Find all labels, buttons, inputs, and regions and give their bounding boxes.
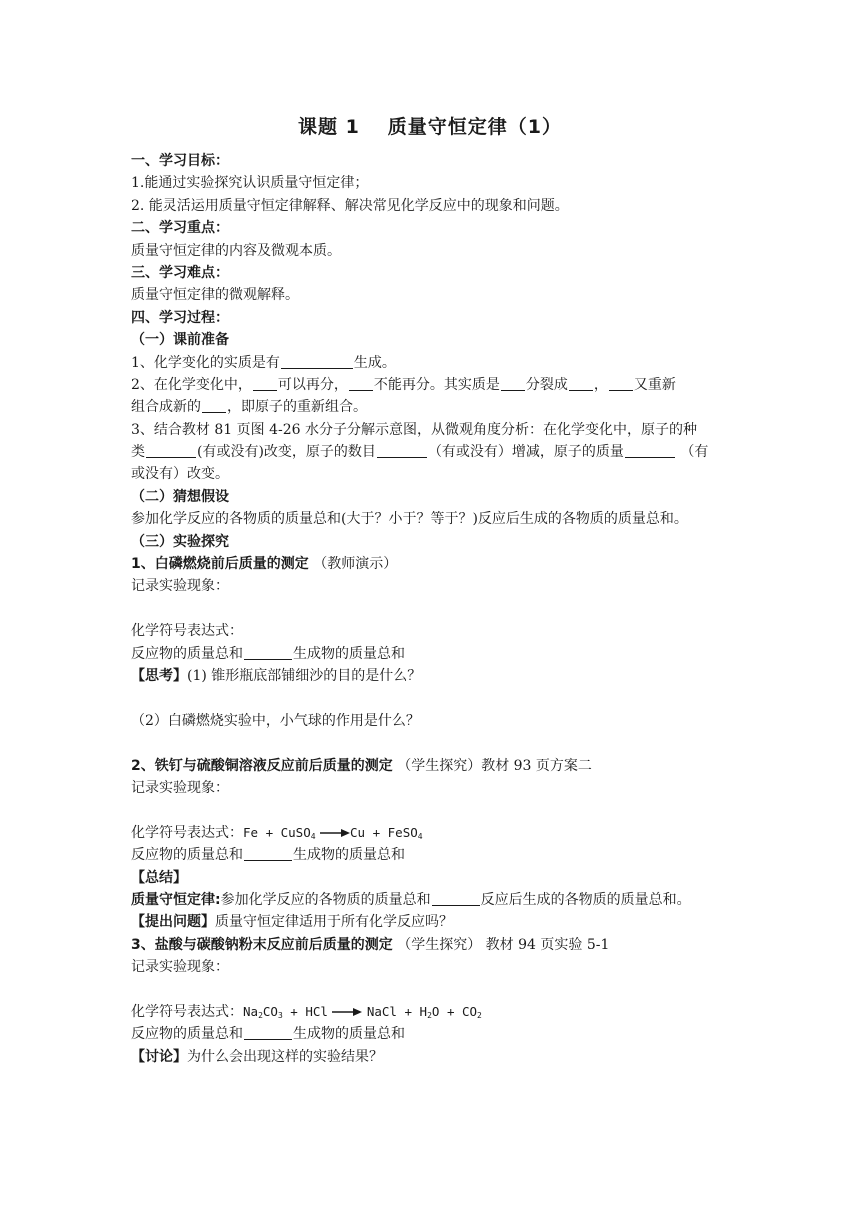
summary-tag: 【总结】 [131, 869, 187, 886]
goals-heading: 一、学习目标： [131, 153, 229, 169]
law-statement [131, 889, 735, 911]
prep-question-3-end: 或没有）改变。 [131, 466, 229, 483]
q2-blank-5[interactable] [609, 376, 633, 391]
exp1-note: （教师演示） [313, 556, 398, 573]
q2-text-e: ， [593, 376, 608, 393]
goal-1: 1.能通过实验探究认识质量守恒定律； [131, 175, 369, 192]
exp3-record-label: 记录实验现象： [131, 959, 229, 976]
think-1-text: (1) 锥形瓶底部铺细沙的目的是什么？ [187, 667, 422, 684]
title-lesson-number: 课题 1 [297, 116, 360, 138]
prep-question-2 [131, 374, 735, 396]
exp2-expression-label: 化学符号表达式： [131, 824, 243, 841]
page-title [0, 112, 860, 139]
reaction-arrow-icon [332, 1007, 362, 1017]
exp3-compare-blank[interactable] [244, 1025, 292, 1040]
q3-text-b: (有或没有)改变，原子的数目 [197, 444, 376, 461]
q2-text-g: 组合成新的 [131, 399, 201, 416]
reaction-arrow-icon [320, 828, 350, 838]
q2-text-f: 又重新 [633, 376, 676, 393]
goal-2: 2. 能灵活运用质量守恒定律解释、解决常见化学反应中的现象和问题。 [131, 197, 569, 214]
exp2-note: （学生探究）教材 93 页方案二 [397, 757, 592, 774]
exp2-mass-compare [131, 844, 735, 866]
q3-text-c: （有或没有）增减，原子的质量 [427, 444, 624, 461]
raise-question [131, 911, 735, 933]
exp3-mass-compare [131, 1023, 735, 1045]
exp3-compare-b: 生成物的质量总和 [293, 1026, 405, 1043]
law-text-b: 反应后生成的各物质的质量总和。 [480, 891, 691, 908]
q2-blank-4[interactable] [569, 376, 593, 391]
difficulties-heading: 三、学习难点： [131, 264, 229, 281]
experiment-1-title [131, 553, 735, 575]
q2-blank-6[interactable] [202, 398, 226, 413]
exp1-mass-compare [131, 643, 735, 665]
exp2-title-text: 2、铁钉与硫酸铜溶液反应前后质量的测定 [131, 757, 393, 774]
prep-question-3: 3、结合教材 81 页图 4-26 水分子分解示意图，从微观角度分析：在化学变化中，原子的种 [131, 421, 697, 438]
key-points-text: 质量守恒定律的内容及微观本质。 [131, 242, 341, 259]
difficulties-text: 质量守恒定律的微观解释。 [131, 287, 299, 304]
law-blank[interactable] [432, 891, 480, 906]
q2-blank-2[interactable] [349, 376, 373, 391]
title-topic: 质量守恒定律（1） [387, 116, 563, 138]
exp1-expression-label: 化学符号表达式： [131, 623, 243, 640]
exp1-title-text: 1、白磷燃烧前后质量的测定 [131, 556, 309, 573]
exp3-title-text: 3、盐酸与碳酸钠粉末反应前后质量的测定 [131, 936, 393, 953]
exp2-record-label: 记录实验现象： [131, 779, 229, 796]
key-points-heading: 二、学习重点： [131, 220, 229, 237]
exp1-record-label: 记录实验现象： [131, 578, 229, 595]
prep-question-3-cont [131, 441, 735, 463]
q1-text-a: 1、化学变化的实质是有 [131, 354, 280, 371]
q2-text-b: 可以再分， [277, 376, 348, 393]
q2-text-h: ，即原子的重新组合。 [227, 399, 367, 416]
exp2-compare-blank[interactable] [244, 846, 292, 861]
q1-blank[interactable] [281, 354, 353, 369]
experiment-heading: （三）实验探究 [131, 533, 229, 550]
exp3-expression-label: 化学符号表达式： [131, 1003, 243, 1020]
experiment-3-title [131, 934, 735, 956]
process-heading: 四、学习过程： [131, 309, 229, 326]
exp3-products: NaCl + $H_2O + CO_2$ [366, 1003, 482, 1020]
discuss-text: 为什么会出现这样的实验结果？ [187, 1048, 383, 1065]
discuss-tag: 【讨论】 [131, 1048, 187, 1065]
exp3-expression [131, 1001, 735, 1023]
q1-text-b: 生成。 [353, 354, 396, 371]
exp1-compare-a: 反应物的质量总和 [131, 645, 243, 662]
q2-blank-1[interactable] [253, 376, 277, 391]
think-question-1 [131, 665, 735, 687]
prep-question-1 [131, 352, 735, 374]
question-text: 质量守恒定律适用于所有化学反应吗？ [215, 914, 453, 931]
exp2-compare-b: 生成物的质量总和 [293, 847, 405, 864]
prep-heading: （一）课前准备 [131, 332, 229, 349]
prep-question-2-cont [131, 396, 735, 418]
discussion [131, 1046, 735, 1068]
exp3-reactants: $Na_2CO_3$ + HCl [243, 1003, 328, 1020]
exp3-compare-a: 反应物的质量总和 [131, 1026, 243, 1043]
worksheet-body [131, 150, 735, 1068]
question-tag: 【提出问题】 [131, 914, 215, 931]
exp2-reactants: Fe + CuSO$_4$ [243, 824, 316, 841]
q3-text-d: （有 [680, 444, 709, 461]
q2-text-c: 不能再分。其实质是 [373, 376, 500, 393]
exp3-note: （学生探究） 教材 94 页实验 5-1 [397, 936, 610, 953]
law-label: 质量守恒定律: [131, 891, 221, 908]
exp2-compare-a: 反应物的质量总和 [131, 847, 243, 864]
law-text-a: 参加化学反应的各物质的质量总和 [220, 891, 431, 908]
q2-text-d: 分裂成 [525, 376, 568, 393]
exp2-products: Cu + FeSO$_4$ [350, 824, 423, 841]
q3-blank-3[interactable] [625, 443, 675, 458]
experiment-2-title [131, 755, 735, 777]
hypothesis-text: 参加化学反应的各物质的质量总和(大于？小于？等于？)反应后生成的各物质的质量总和。 [131, 511, 688, 528]
exp1-compare-blank[interactable] [244, 645, 292, 660]
exp1-compare-b: 生成物的质量总和 [293, 645, 405, 662]
think-tag: 【思考】 [131, 667, 187, 684]
q2-text-a: 2、在化学变化中， [131, 376, 252, 393]
q3-blank-2[interactable] [377, 443, 427, 458]
q3-blank-1[interactable] [146, 443, 196, 458]
hypothesis-heading: （二）猜想假设 [131, 488, 229, 505]
exp2-expression [131, 822, 735, 844]
q2-blank-3[interactable] [501, 376, 525, 391]
think-question-2: （2）白磷燃烧实验中，小气球的作用是什么？ [131, 712, 420, 729]
q3-text-a: 类 [131, 444, 145, 461]
